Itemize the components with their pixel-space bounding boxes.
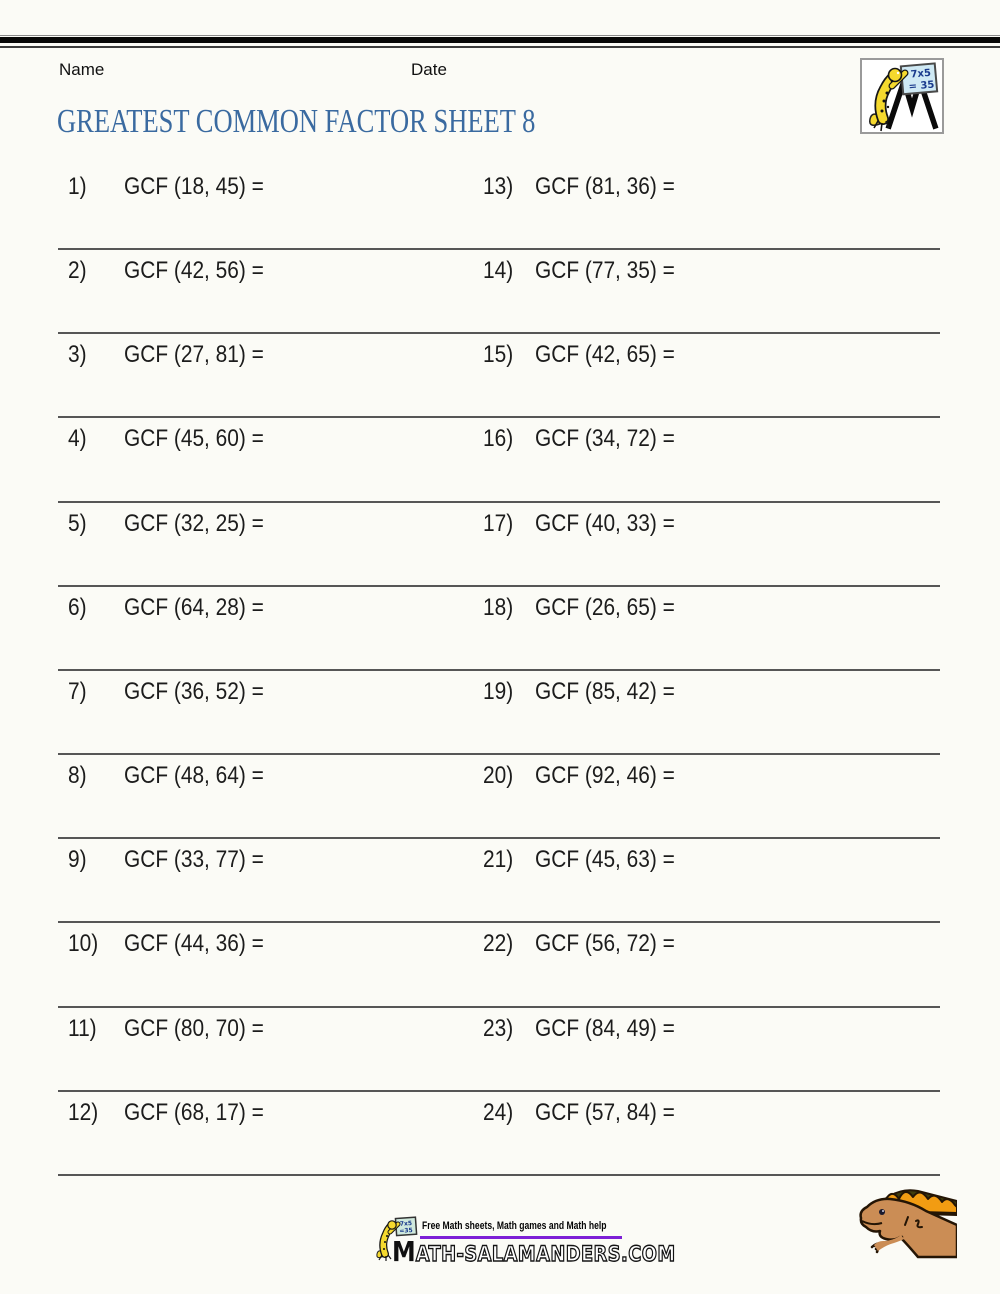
problem-row: [58, 755, 940, 839]
problem-number: 24): [483, 1098, 514, 1126]
problem-text: GCF (77, 35) =: [535, 257, 675, 285]
math-salamanders-logo-box: [860, 58, 944, 134]
problem-number: 6): [68, 593, 87, 621]
problem-row: [58, 1008, 940, 1092]
problem-text: GCF (81, 36) =: [535, 173, 675, 200]
problem-number: 12): [68, 1098, 99, 1126]
problem-text: GCF (45, 60) =: [124, 425, 264, 453]
problem-text: GCF (32, 25) =: [124, 509, 264, 537]
footer-board-line1: 7x5: [399, 1219, 413, 1228]
problem-text: GCF (36, 52) =: [124, 677, 264, 705]
problem-number: 19): [483, 677, 514, 705]
problem-number: 7): [68, 677, 87, 705]
problem-text: GCF (27, 81) =: [124, 341, 264, 369]
problem-row: [58, 671, 940, 755]
problem-row: [58, 839, 940, 923]
problem-row: [58, 503, 940, 587]
date-label: Date: [411, 60, 447, 79]
problem-number: 23): [483, 1014, 514, 1042]
problem-text: GCF (45, 63) =: [535, 846, 675, 874]
problem-number: 1): [68, 173, 87, 200]
problem-number: 14): [483, 257, 514, 285]
problem-text: GCF (57, 84) =: [535, 1098, 675, 1126]
problem-number: 9): [68, 846, 87, 874]
problem-number: 4): [68, 425, 87, 453]
problem-text: GCF (42, 65) =: [535, 341, 675, 369]
problem-row: [58, 334, 940, 418]
problem-number: 5): [68, 509, 87, 537]
page-title: GREATEST COMMON FACTOR SHEET 8: [57, 103, 536, 140]
problem-row: [58, 587, 940, 671]
problem-text: GCF (92, 46) =: [535, 762, 675, 790]
problem-text: GCF (44, 36) =: [124, 930, 264, 958]
logo-board-line2: = 35: [908, 79, 935, 93]
problem-text: GCF (33, 77) =: [124, 846, 264, 874]
problem-text: GCF (80, 70) =: [124, 1014, 264, 1042]
problem-number: 2): [68, 257, 87, 285]
footer-wordmark-rest: ATH-SALAMANDERS.COM: [415, 1242, 676, 1266]
problem-text: GCF (84, 49) =: [535, 1014, 675, 1042]
problem-row: [58, 250, 940, 334]
footer-wordmark: [392, 1235, 676, 1268]
problem-number: 21): [483, 846, 514, 874]
problem-number: 3): [68, 341, 87, 369]
problem-number: 20): [483, 762, 514, 790]
problem-text: GCF (56, 72) =: [535, 930, 675, 958]
problem-text: GCF (85, 42) =: [535, 677, 675, 705]
problem-row: [58, 418, 940, 502]
top-rule-thin: [0, 46, 1000, 48]
footer-board-line2: =35: [399, 1226, 413, 1235]
problem-number: 13): [483, 173, 514, 200]
footer-wordmark-m: M: [392, 1235, 416, 1268]
name-label: Name: [59, 60, 105, 79]
top-rule-black: [0, 37, 1000, 43]
problem-number: 16): [483, 425, 514, 453]
math-easel-logo-icon: [862, 60, 942, 132]
problems: [58, 166, 940, 1176]
problem-text: GCF (68, 17) =: [124, 1098, 264, 1126]
problem-text: GCF (40, 33) =: [535, 509, 675, 537]
problem-number: 10): [68, 930, 99, 958]
problem-text: GCF (48, 64) =: [124, 762, 264, 790]
logo-board-line1: 7x5: [910, 67, 932, 81]
problem-row: [58, 166, 940, 250]
problem-number: 22): [483, 930, 514, 958]
problem-number: 18): [483, 593, 514, 621]
problem-text: GCF (42, 56) =: [124, 257, 264, 285]
problem-number: 17): [483, 509, 514, 537]
problem-text: GCF (26, 65) =: [535, 593, 675, 621]
problem-text: GCF (64, 28) =: [124, 593, 264, 621]
problem-row: [58, 1092, 940, 1176]
iguana-icon: [858, 1181, 957, 1259]
problem-row: [58, 923, 940, 1007]
problem-number: 8): [68, 762, 87, 790]
problem-number: 15): [483, 341, 514, 369]
problem-text: GCF (18, 45) =: [124, 173, 264, 200]
footer-tagline: Free Math sheets, Math games and Math help: [422, 1220, 607, 1232]
problem-text: GCF (34, 72) =: [535, 425, 675, 453]
problem-number: 11): [68, 1014, 97, 1042]
top-rule-gray: [0, 35, 1000, 36]
